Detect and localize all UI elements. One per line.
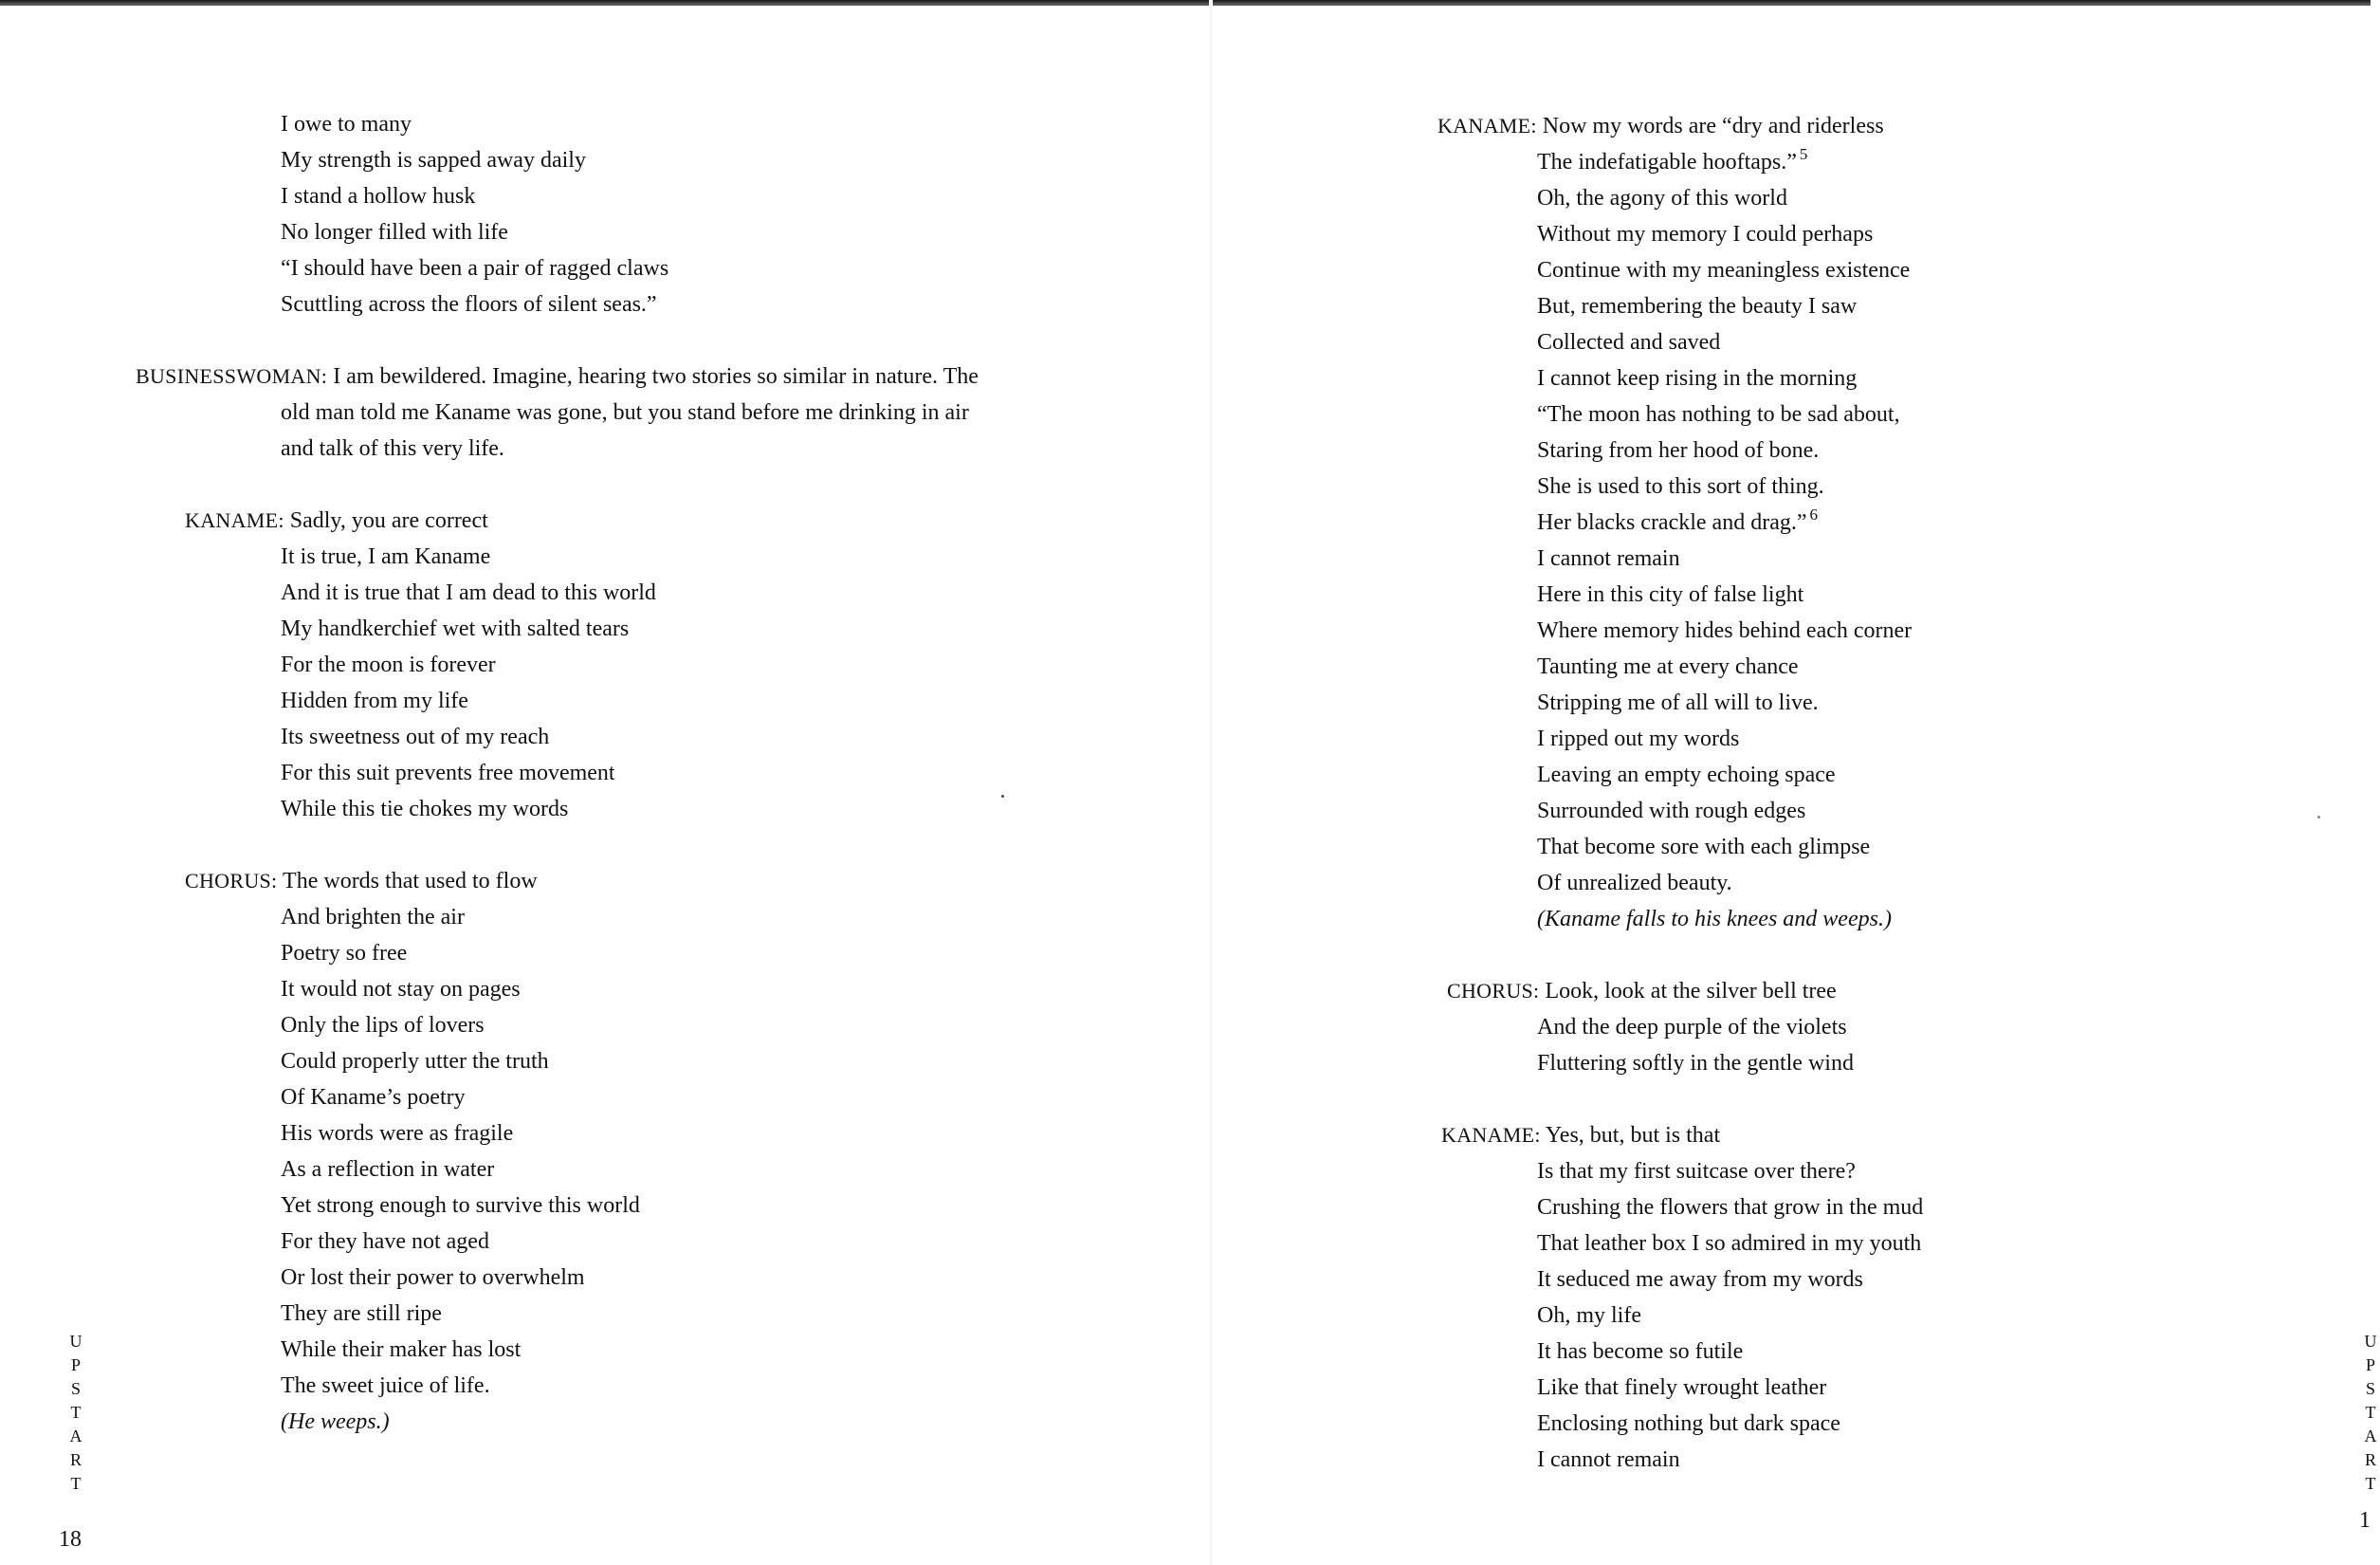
verse-line: Collected and saved xyxy=(1537,330,1721,355)
verse-line: Yet strong enough to survive this world xyxy=(281,1193,640,1218)
verse-line: She is used to this sort of thing. xyxy=(1537,474,1824,499)
running-head xyxy=(66,1330,85,1496)
verse-line: Where memory hides behind each corner xyxy=(1537,618,1913,643)
footnote-marker: 6 xyxy=(1809,506,1819,524)
speaker-label: CHORUS: xyxy=(1447,979,1540,1003)
speech-first-line xyxy=(185,868,538,894)
stage-direction: (He weeps.) xyxy=(281,1409,390,1434)
speech-first-line xyxy=(1437,113,1884,139)
speech-text: Look, look at the silver bell tree xyxy=(1545,979,1837,1003)
verse-line: I ripped out my words xyxy=(1537,727,1740,751)
verse-line: Staring from her hood of bone. xyxy=(1537,438,1820,463)
verse-line: His words were as fragile xyxy=(281,1121,514,1146)
verse-line: Her blacks crackle and drag.” $^6$ xyxy=(1537,506,1819,535)
verse-line: I owe to many xyxy=(281,112,412,137)
verse-line: The sweet juice of life. xyxy=(281,1373,490,1398)
verse-line: That become sore with each glimpse xyxy=(1537,835,1871,859)
running-head-letter: P xyxy=(2365,1355,2375,1374)
verse-line: I cannot remain xyxy=(1537,1447,1680,1472)
verse-line: Surrounded with rough edges xyxy=(1537,799,1806,823)
running-head-letter: A xyxy=(69,1427,82,1445)
verse-line: And brighten the air xyxy=(281,905,465,930)
verse-line: I stand a hollow husk xyxy=(281,184,476,209)
footnote-marker: 5 xyxy=(1799,145,1808,163)
verse-line: Or lost their power to overwhelm xyxy=(281,1265,585,1290)
running-head-letter: T xyxy=(2365,1403,2376,1422)
running-head-letter: T xyxy=(2365,1474,2376,1493)
stage-direction: (Kaname falls to his knees and weeps.) xyxy=(1537,907,1892,931)
speaker-label: CHORUS: xyxy=(185,869,278,893)
verse-line: My handkerchief wet with salted tears xyxy=(281,617,630,641)
speech-first-line xyxy=(136,363,979,390)
running-head xyxy=(2361,1330,2380,1496)
running-head-letter: U xyxy=(2364,1332,2377,1351)
verse-line: And the deep purple of the violets xyxy=(1537,1015,1847,1040)
verse-line: “I should have been a pair of ragged claws xyxy=(281,256,669,281)
speech-text: Yes, but, but is that xyxy=(1545,1123,1721,1148)
verse-line: Of Kaname’s poetry xyxy=(281,1085,466,1110)
verse-line: But, remembering the beauty I saw xyxy=(1537,294,1858,319)
verse-line: Continue with my meaningless existence xyxy=(1537,258,1911,283)
verse-line: Of unrealized beauty. xyxy=(1537,871,1732,895)
verse-line: Crushing the flowers that grow in the mud xyxy=(1537,1195,1924,1220)
verse-line: As a reflection in water xyxy=(281,1157,495,1182)
verse-line: “The moon has nothing to be sad about, xyxy=(1537,402,1900,427)
right-page xyxy=(1213,0,2377,1565)
verse-line: Is that my first suitcase over there? xyxy=(1537,1159,1856,1184)
running-head-letter: R xyxy=(2364,1450,2376,1469)
speech-text: The words that used to flow xyxy=(283,869,538,893)
speech-text: Now my words are “dry and riderless xyxy=(1542,114,1884,138)
running-head-letter: S xyxy=(70,1379,81,1398)
verse-line: Without my memory I could perhaps xyxy=(1537,222,1874,247)
speech-text: I am bewildered. Imagine, hearing two stories so similar in nature. The xyxy=(333,364,979,389)
speech-line: old man told me Kaname was gone, but you stand before me drinking in air xyxy=(281,400,969,425)
verse-line: Fluttering softly in the gentle wind xyxy=(1537,1051,1854,1076)
verse-line: That leather box I so admired in my youth xyxy=(1537,1231,1922,1256)
verse-line: It has become so futile xyxy=(1537,1339,1744,1364)
verse-line: I cannot keep rising in the morning xyxy=(1537,366,1858,391)
verse-line: For they have not aged xyxy=(281,1229,489,1254)
running-head-letter: U xyxy=(69,1332,82,1351)
page-number: 18 xyxy=(59,1527,82,1552)
speech-first-line xyxy=(1441,1122,1720,1149)
running-head-letter: R xyxy=(69,1450,82,1469)
verse-line: It is true, I am Kaname xyxy=(281,544,491,569)
verse-line: Could properly utter the truth xyxy=(281,1049,549,1074)
verse-line: For the moon is forever xyxy=(281,653,496,677)
verse-line: Oh, my life xyxy=(1537,1303,1641,1328)
page-number: 1 xyxy=(2359,1508,2371,1533)
verse-line: While their maker has lost xyxy=(281,1337,522,1362)
speech-line: and talk of this very life. xyxy=(281,436,504,461)
verse-line: And it is true that I am dead to this world xyxy=(281,580,656,605)
verse-line: Poetry so free xyxy=(281,941,408,966)
verse-line: While this tie chokes my words xyxy=(281,797,569,821)
verse-line: Its sweetness out of my reach xyxy=(281,725,550,749)
verse-line: Like that finely wrought leather xyxy=(1537,1375,1827,1400)
speech-first-line xyxy=(1447,978,1837,1004)
speaker-label: BUSINESSWOMAN: xyxy=(136,364,328,388)
running-head-letter: T xyxy=(70,1403,82,1422)
verse-line: For this suit prevents free movement xyxy=(281,761,615,785)
verse-line: Here in this city of false light xyxy=(1537,582,1804,607)
verse-line: They are still ripe xyxy=(281,1301,442,1326)
verse-line: Enclosing nothing but dark space xyxy=(1537,1411,1840,1436)
speaker-label: KANAME: xyxy=(1437,114,1537,138)
verse-line: Oh, the agony of this world xyxy=(1537,186,1787,211)
running-head-letter: P xyxy=(70,1355,81,1374)
scan-speck xyxy=(1001,795,1004,798)
scan-speck xyxy=(2317,816,2320,819)
verse-line: It would not stay on pages xyxy=(281,977,521,1002)
verse-line: My strength is sapped away daily xyxy=(281,148,586,173)
verse-line: The indefatigable hooftaps.” $^5$ xyxy=(1537,145,1808,175)
speech-first-line xyxy=(185,507,488,534)
verse-line: No longer filled with life xyxy=(281,220,508,245)
verse-line: Leaving an empty echoing space xyxy=(1537,763,1836,787)
verse-line: It seduced me away from my words xyxy=(1537,1267,1863,1292)
verse-line: Only the lips of lovers xyxy=(281,1013,485,1038)
speaker-label: KANAME: xyxy=(185,508,284,532)
running-head-letter: T xyxy=(70,1474,82,1493)
verse-line: Taunting me at every chance xyxy=(1537,654,1799,679)
speaker-label: KANAME: xyxy=(1441,1123,1541,1147)
running-head-letter: A xyxy=(2364,1427,2377,1445)
speech-text: Sadly, you are correct xyxy=(289,508,488,533)
verse-line: I cannot remain xyxy=(1537,546,1680,571)
running-head-letter: S xyxy=(2365,1379,2375,1398)
verse-line: Hidden from my life xyxy=(281,689,468,713)
verse-line: Stripping me of all will to live. xyxy=(1537,690,1819,715)
verse-line: Scuttling across the floors of silent seas.” xyxy=(281,292,657,317)
